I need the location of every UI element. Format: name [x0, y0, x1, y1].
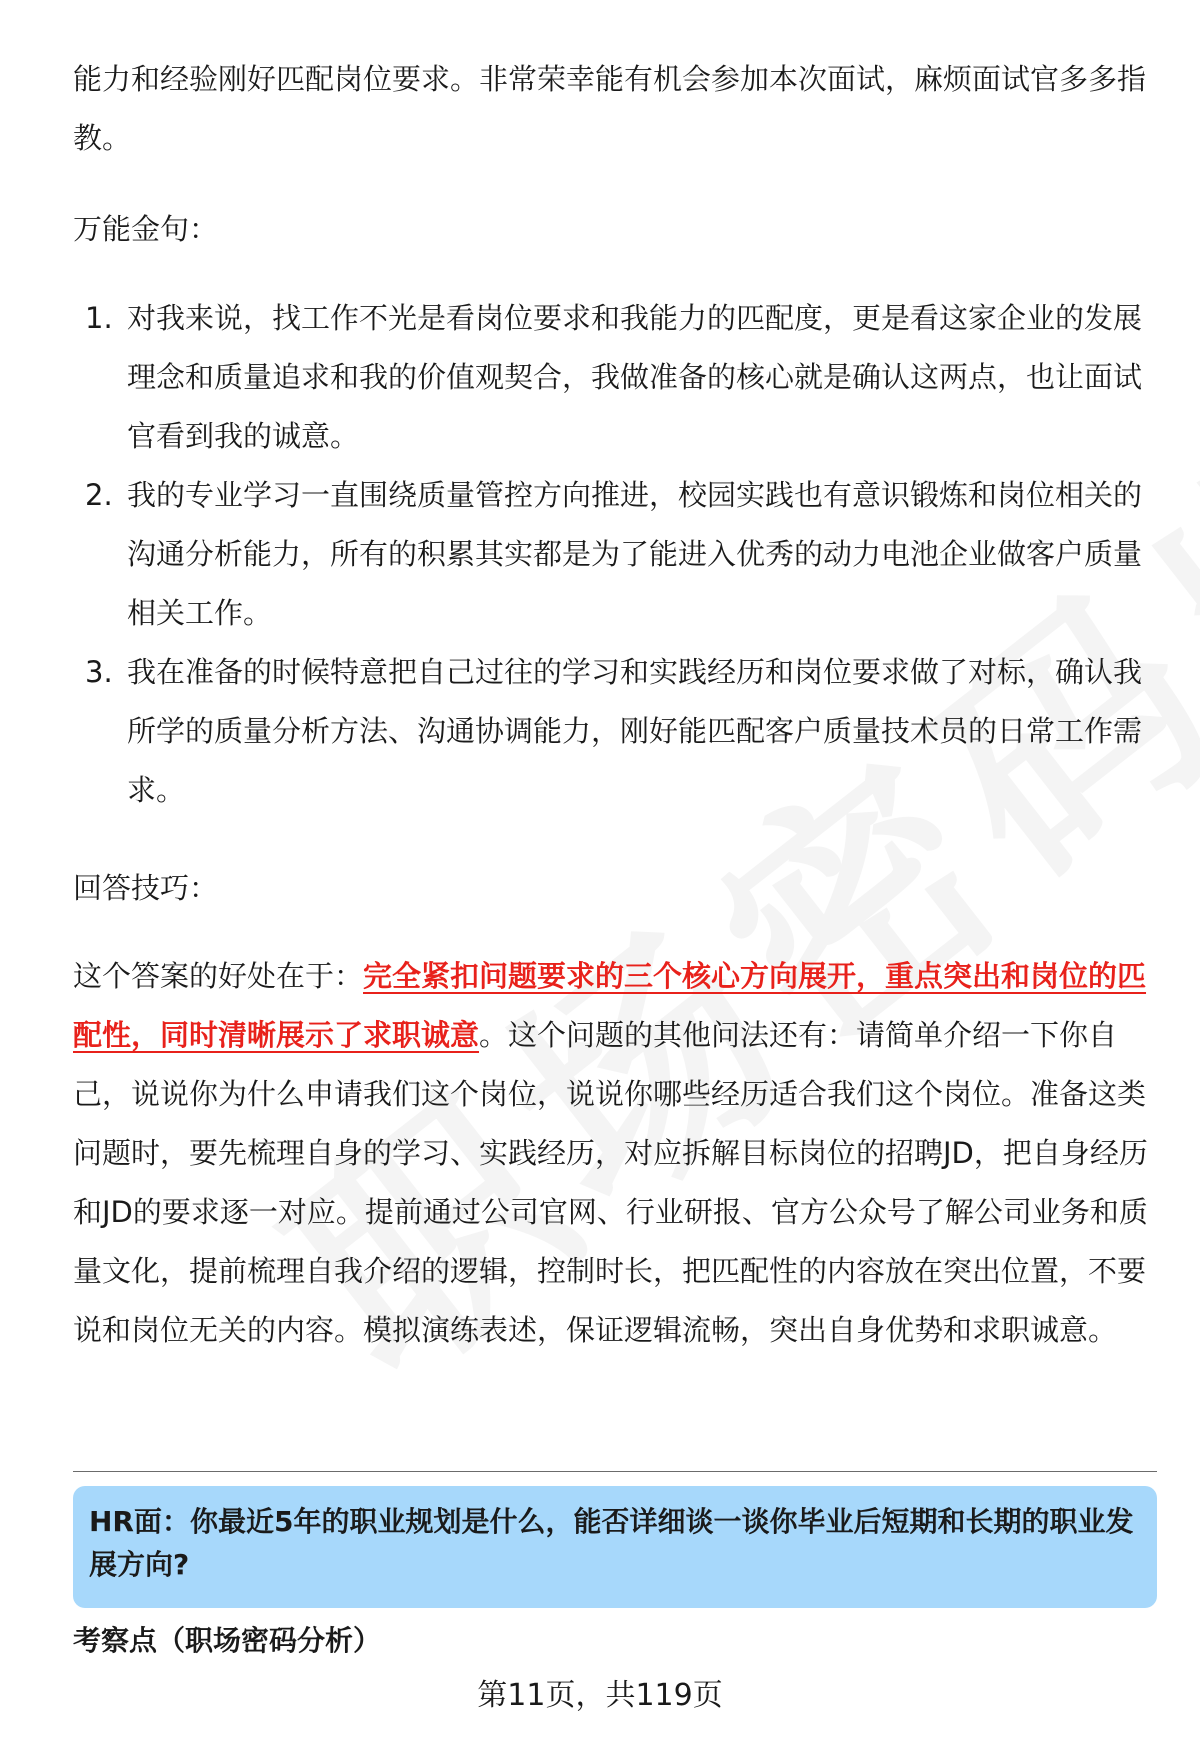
golden-sentences-heading: 万能金句：: [73, 212, 219, 246]
tips-lead: 这个答案的好处在于：: [73, 959, 364, 993]
list-item-number: 2.: [85, 478, 113, 512]
hr-question-text: HR面：你最近5年的职业规划是什么，能否详细谈一谈你毕业后短期和长期的职业发展方向?: [89, 1505, 1134, 1581]
section-divider: [73, 1471, 1157, 1472]
list-item-text: 我的专业学习一直围绕质量管控方向推进，校园实践也有意识锻炼和岗位相关的沟通分析能力，所有的积累其实都是为了能进入优秀的动力电池企业做客户质量相关工作。: [127, 478, 1143, 630]
intro-paragraph: 能力和经验刚好匹配岗位要求。非常荣幸能有机会参加本次面试，麻烦面试官多多指教。: [73, 62, 1147, 155]
tips-highlight: 完全紧扣问题要求的三个核心方向展开，重点突出和岗位的匹配性，同时清晰展示了求职诚意: [73, 959, 1147, 1052]
page-footer: 第11页，共119页: [477, 1678, 723, 1713]
list-item-number: 3.: [85, 655, 113, 689]
tips-rest: 。这个问题的其他问法还有：请简单介绍一下你自己，说说你为什么申请我们这个岗位，说说你哪些经历适合我们这个岗位。准备这类问题时，要先梳理自身的学习、实践经历，对应拆解目标岗位的招聘JD，把自身经历和JD的要求逐一对应。提前通过公司官网、行业研报、官方公众号了解公司业务和质量文化，提前梳理自我介绍的逻辑，控制时长，把匹配性的内容放在突出位置，不要说和岗位无关的内容。模拟演练表述，保证逻辑流畅，突出自身优势和求职诚意。: [73, 1018, 1148, 1347]
tips-paragraph: [73, 947, 1153, 1360]
list-item: [73, 466, 1153, 643]
hr-question-box: [73, 1486, 1157, 1608]
list-item: [73, 643, 1153, 820]
list-item-number: 1.: [85, 301, 113, 335]
list-item: [73, 289, 1153, 466]
list-item-text: 我在准备的时候特意把自己过往的学习和实践经历和岗位要求做了对标，确认我所学的质量分析方法、沟通协调能力，刚好能匹配客户质量技术员的日常工作需求。: [127, 655, 1143, 807]
tips-heading: 回答技巧：: [73, 871, 219, 905]
golden-sentences-list: [73, 289, 1153, 820]
list-item-text: 对我来说，找工作不光是看岗位要求和我能力的匹配度，更是看这家企业的发展理念和质量追求和我的价值观契合，我做准备的核心就是确认这两点，也让面试官看到我的诚意。: [127, 301, 1143, 453]
kaocha-heading: 考察点（职场密码分析）: [73, 1624, 382, 1657]
